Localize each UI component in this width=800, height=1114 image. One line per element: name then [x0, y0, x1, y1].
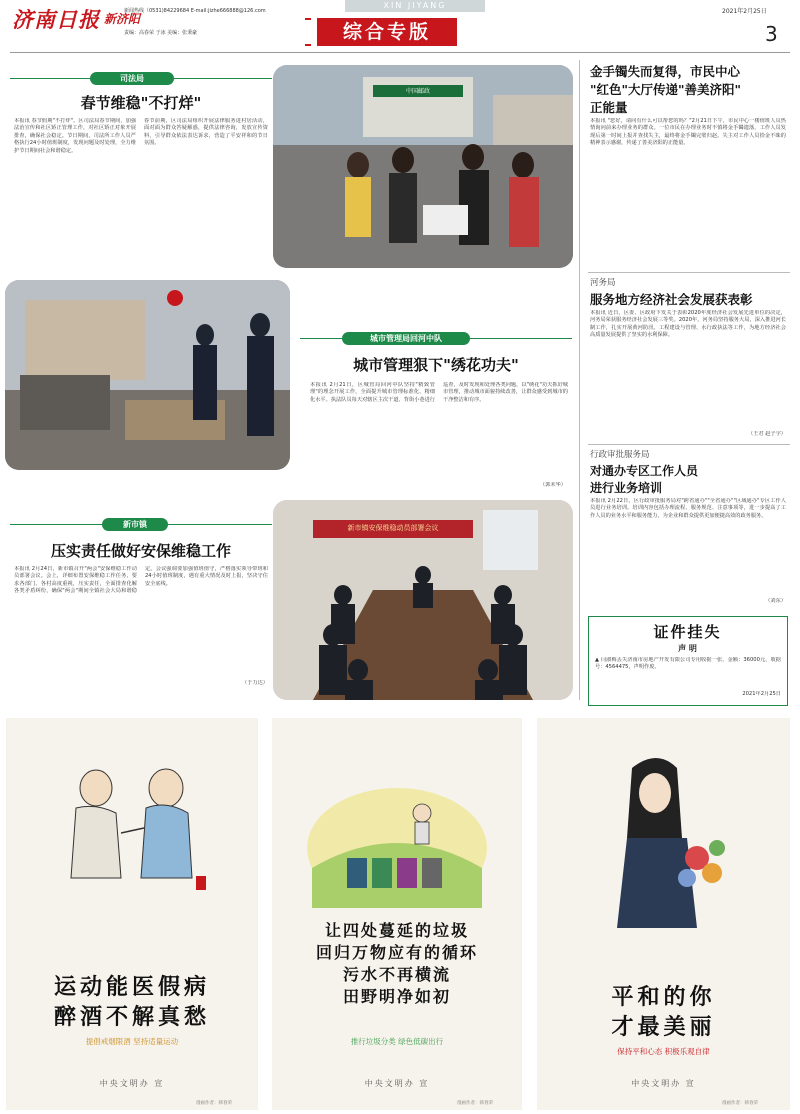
poster-issuer: 中央文明办 宣 [364, 1079, 430, 1088]
article-headline-line1: 金手镯失而复得，市民中心 [590, 64, 741, 79]
article-civic-center [590, 62, 790, 272]
poster-title-line2: 醉酒不解真愁 [53, 1004, 210, 1030]
notice-title: 证件挂失 [653, 623, 722, 641]
article-headline: 城市管理狠下"绣花功夫" [353, 356, 519, 374]
article-headline: 春节维稳"不打烊" [80, 94, 202, 112]
poster-title-line4: 田野明净如初 [342, 987, 451, 1006]
article-tag: 新市镇 [102, 518, 168, 531]
article-body: 本报讯 近日，区委、区政府下发关于表彰2020年度经济社会发展先进单位的决定，河务局荣获服务经济社会发展三等奖。2020年，河务局坚持服务大局，深入推进河长制工作，扎实开展黄河防汛、工程建设与管理、水行政执法等工作，为地方经济社会高质量发展提供了坚实的水利保障。 [590, 310, 786, 339]
pinyin-label: XIN JIYANG [345, 0, 485, 12]
poster-slogan: 保持平和心态 积极乐观自律 [617, 1047, 710, 1056]
poster-title-line1: 运动能医假病 [53, 974, 210, 1000]
poster-title-line3: 污水不再横流 [342, 965, 451, 984]
article-headline: 服务地方经济社会发展获表彰 [590, 292, 753, 307]
news-hotline: 新闻热线（0531)84229684 E-mail:jizhe666888@126.com [124, 8, 266, 14]
article-tag: 司法局 [90, 72, 174, 85]
article-byline: （郭未华） [540, 482, 566, 488]
poster-slogan: 推行垃圾分类 绿色低碳出行 [350, 1037, 444, 1046]
poster-title-line2: 回归万物应有的循环 [315, 943, 478, 962]
article-headline-line2: 进行业务培训 [590, 481, 663, 495]
photo-judicial-service [273, 65, 573, 268]
article-headline-line3: 正能量 [590, 100, 628, 115]
article-headline: 压实责任做好安保维稳工作 [50, 542, 231, 560]
article-byline: （于力达） [242, 680, 268, 686]
edition-name: 新济阳 [104, 12, 141, 26]
photo-sign-text: 中国邮政 [405, 88, 430, 95]
notice-date: 2021年2月25日 [742, 691, 781, 697]
article-headline-line1: 对通办专区工作人员 [590, 464, 699, 478]
article-approval-bureau [590, 448, 790, 610]
masthead-rule [10, 52, 790, 53]
masthead [0, 0, 800, 52]
article-tag: 城市管理局回河中队 [342, 332, 470, 345]
poster-garbage-sorting [272, 718, 522, 1110]
poster-title-line2: 才最美丽 [611, 1014, 716, 1040]
poster-slogan: 提倡戒烟限酒 坚持适量运动 [85, 1037, 179, 1046]
notice-body: ▲ 闫淑梅丢失济南市房地产开发有限公司专用收据一张，金额：36000元，收据号：4564475，声明作废。 [595, 657, 781, 671]
article-byline: （王君 赵子宇） [748, 431, 786, 437]
poster-exercise [6, 718, 258, 1110]
poster-issuer: 中央文明办 宣 [99, 1079, 165, 1088]
article-headline-line2: "红色"大厅传递"善美济阳" [590, 82, 742, 97]
issue-date: 2021年2月25日 [722, 8, 767, 15]
section-divider [588, 272, 790, 273]
article-xinshi [10, 518, 272, 694]
lost-notice-box [588, 616, 788, 706]
poster-title-line1: 平和的你 [611, 984, 716, 1010]
notice-subtitle: 声 明 [678, 644, 697, 653]
section-title [317, 18, 457, 46]
meeting-banner-text: 新市镇安保维稳动员部署会议 [347, 524, 439, 532]
article-river-bureau [590, 276, 790, 441]
article-tag: 行政审批服务局 [590, 450, 650, 460]
article-body: 本报讯 2月21日，区城管局回河中队坚持"精致管理"的理念开展工作，全面提升城市管理标准化、精细化水平。执法队员每天对辖区主次干道、背街小巷进行巡查，及时发现和处理各类问题，以"绣花"功夫抓好城市管理，推动城市面貌持续改善，让群众感受到城市的干净整洁和有序。 [310, 382, 568, 403]
article-body: 本报讯 "您好，请问有什么可以帮您的吗？"2月21日下午，市民中心一楼值班人员热情询问前来办理业务的群众。一位市民在办理业务时不慎将金手镯遗落，工作人员发现后第一时间上报并查找失主，最终将金手镯完璧归赵。失主对工作人员拾金不昧的精神表示感谢，传递了善美济阳的正能量。 [590, 118, 786, 147]
poster-peaceful-mind [537, 718, 790, 1110]
section-title-text: 综合专版 [342, 21, 431, 43]
poster-seal [196, 876, 206, 890]
poster-credit: 漫画作者：韩春荣 [457, 1101, 493, 1106]
newspaper-logo: 济南日报 [12, 7, 100, 32]
article-body: 本报讯 2月24日，新市镇召开"两会"安保维稳工作动员部署会议。会上，详细布置安保维稳工作任务，要求各部门、各村高度重视，压实责任，全面排查化解各类矛盾纠纷，确保"两会"期间全镇社会大局和谐稳定。会议强调要加强值班值守，严格落实领导带班和24小时值班制度，遇有重大情况及时上报，坚决守住安全底线。 [14, 566, 268, 595]
poster-credit: 漫画作者：韩春荣 [722, 1101, 758, 1106]
editors-line: 责编：高春荣 于冰 美编：张秉豪 [124, 30, 198, 36]
poster-credit: 漫画作者：韩春荣 [196, 1101, 232, 1106]
column-divider [579, 60, 580, 700]
photo-judicial-scene [273, 65, 573, 268]
poster-illustration-woman-flowers [587, 748, 747, 928]
poster-title-line1: 让四处蔓延的垃圾 [324, 921, 469, 940]
photo-city-management [5, 280, 290, 470]
poster-illustration-bins [302, 778, 492, 918]
section-divider [588, 444, 790, 445]
article-body-col1: 本报讯 春节假期"不打烊"。区司法局春节期间，加强法治宣传和社区矫正管理工作，对社区矫正对象开展排查，确保社会稳定。节日期间，司法所工作人员严格执行24小时值班制度，发现问题及时处理，全力维护节日期间社会和谐稳定。 [14, 118, 136, 154]
photo-city-scene [5, 280, 290, 470]
page-number: 3 [765, 22, 778, 46]
article-body: 本报讯 2月22日，区行政审批服务局对"跨省通办""全省通办""区域通办"专区工作人员进行业务培训。培训内容包括办理流程、服务规范、注意事项等，进一步提高了工作人员的业务水平和服务能力，为企业和群众提供更加便捷高效的政务服务。 [590, 498, 786, 519]
article-city [300, 332, 572, 497]
masthead-rule-left [305, 18, 311, 46]
photo-xinshi-meeting [273, 500, 573, 700]
article-body-col2: 春节前期，区司法局组织开展法律服务进村居活动，面对面为群众答疑解惑，提供法律咨询，发放宣传资料，引导群众依法表达诉求，营造了平安祥和的节日氛围。 [144, 118, 268, 147]
poster-issuer: 中央文明办 宣 [631, 1079, 696, 1088]
article-tag: 河务局 [590, 278, 616, 288]
article-byline: （刘东） [765, 598, 786, 604]
